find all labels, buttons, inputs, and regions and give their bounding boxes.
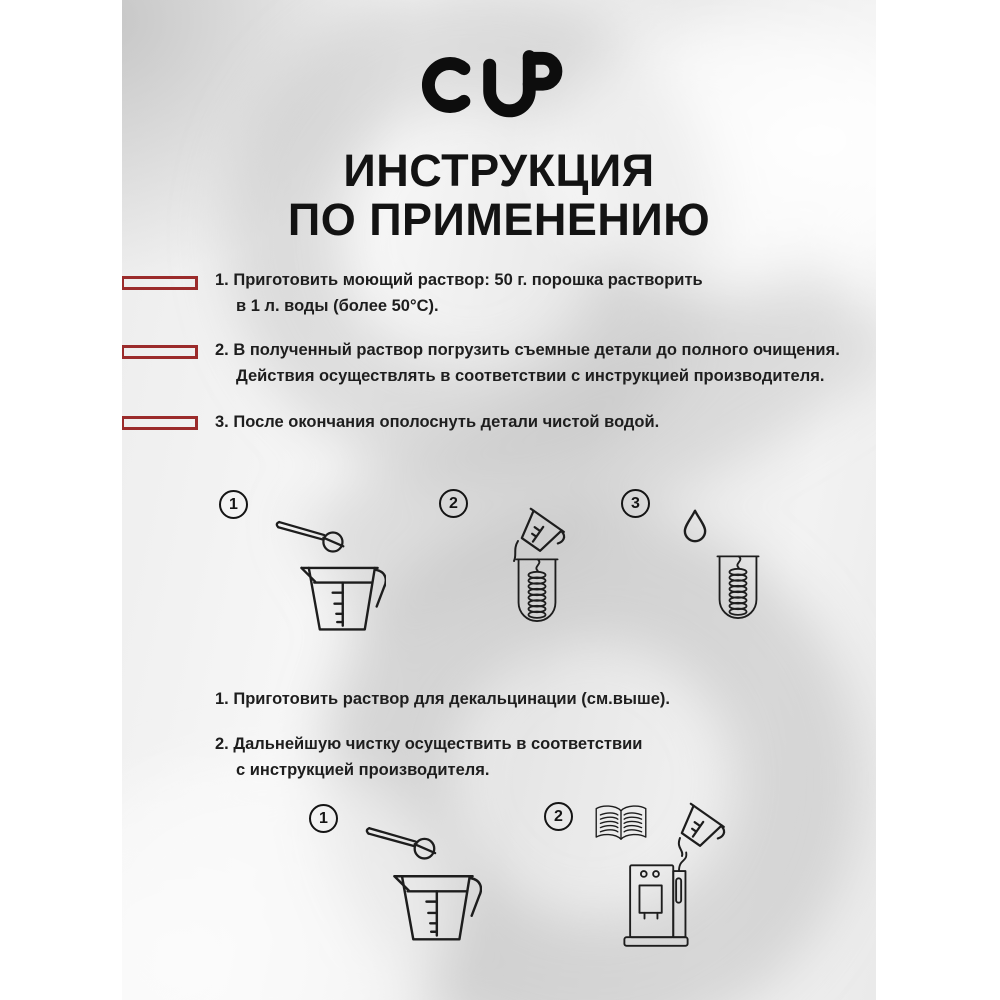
- decalc-step-1-line1: 1. Приготовить раствор для декальцинации (см.выше).: [215, 690, 670, 708]
- washing-step-2-line1: 2. В полученный раствор погрузить съемные детали до полного очищения.: [215, 341, 840, 359]
- step-badge-1-label: 1: [229, 495, 238, 513]
- decalc-badge-1-label: 1: [319, 809, 328, 827]
- washing-step-1-line2: в 1 л. воды (более 50°С).: [236, 297, 439, 315]
- washing-step-2: [215, 337, 840, 389]
- page-title-line1: ИНСТРУКЦИЯ: [343, 145, 655, 196]
- page-title-line2: ПО ПРИМЕНЕНИЮ: [287, 194, 711, 245]
- brand-logo: [414, 46, 586, 124]
- page-title: [122, 146, 876, 244]
- red-marker-1: [122, 276, 198, 290]
- step-badge-1: [219, 490, 248, 519]
- decalc-step-1: [215, 686, 670, 712]
- red-marker-3: [122, 416, 198, 430]
- step-badge-2-label: 2: [449, 494, 458, 512]
- scoop-and-measuring-cup-icon: [272, 516, 407, 632]
- washing-step-3-line1: 3. После окончания ополоснуть детали чистой водой.: [215, 413, 660, 431]
- rinse-with-water-drop-icon: [678, 502, 768, 630]
- decalc-badge-2-label: 2: [554, 807, 563, 825]
- pour-solution-over-parts-icon: [502, 503, 574, 631]
- step-badge-3: [621, 489, 650, 518]
- washing-step-3: [215, 409, 659, 435]
- washing-step-1-line1: 1. Приготовить моющий раствор: 50 г. порошка растворить: [215, 271, 703, 289]
- step-badge-2: [439, 489, 468, 518]
- decalc-badge-1: [309, 804, 338, 833]
- photo-background: [122, 0, 876, 1000]
- red-marker-2: [122, 345, 198, 359]
- washing-step-1: [215, 267, 703, 319]
- scoop-and-measuring-cup-icon: [362, 822, 502, 942]
- decalc-step-2-line2: с инструкцией производителя.: [236, 761, 490, 779]
- cup-logo-icon: [414, 46, 586, 124]
- decalc-badge-2: [544, 802, 573, 831]
- washing-step-2-line2: Действия осуществлять в соответствии с инструкцией производителя.: [236, 367, 825, 385]
- step-badge-3-label: 3: [631, 494, 640, 512]
- decalc-step-2-line1: 2. Дальнейшую чистку осуществить в соответствии: [215, 735, 643, 753]
- decalc-step-2: [215, 731, 642, 783]
- manual-and-coffee-machine-icon: [590, 796, 810, 948]
